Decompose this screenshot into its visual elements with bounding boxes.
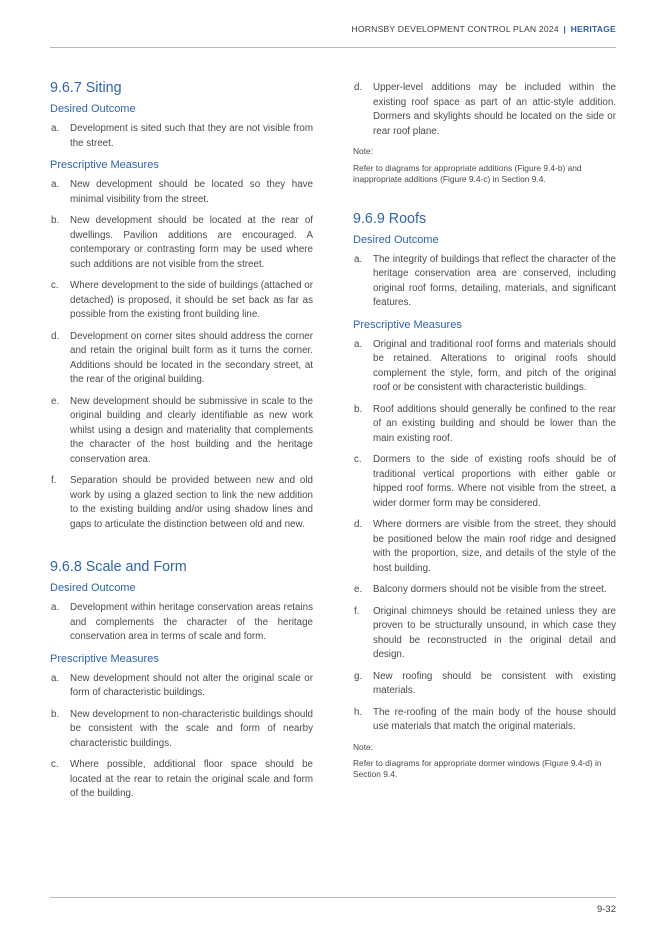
document-title: HORNSBY DEVELOPMENT CONTROL PLAN 2024 [351, 24, 559, 34]
item-label: d. [354, 82, 363, 93]
item-label: d. [354, 519, 363, 530]
item-text: The re-roofing of the main body of the house should use materials that match the original materials. [373, 706, 616, 732]
list-item [50, 395, 313, 468]
item-label: c. [51, 759, 59, 770]
item-text: New development should not alter the original scale or form of characteristic buildings. [70, 672, 313, 698]
item-text: Balcony dormers should not be visible from the street. [373, 584, 607, 595]
item-text: Development on corner sites should address the corner and retain the original built form as it turns the corner. Additions should be located in the secondary street, at the rear of the original building. [70, 330, 313, 385]
note-text: Refer to diagrams for appropriate additions (Figure 9.4-b) and inappropriate additions (Figure 9.4-c) in Section 9.4. [353, 162, 582, 184]
prescriptive-measures-heading: Prescriptive Measures [50, 652, 159, 665]
page-number: 9-32 [596, 904, 616, 915]
item-label: e. [354, 584, 363, 595]
item-text: New roofing should be consistent with existing materials. [373, 670, 616, 696]
item-label: g. [354, 670, 363, 682]
item-text: Development within heritage conservation areas retains and complements the character of the heritage conservation area in terms of scale and form. [70, 602, 313, 642]
desired-outcome-list [50, 601, 313, 645]
desired-outcome-list [353, 253, 616, 311]
list-item [353, 583, 616, 598]
chapter-name: HERITAGE [570, 24, 616, 34]
list-item [50, 758, 313, 802]
item-label: d. [51, 330, 60, 342]
item-label: a. [354, 253, 363, 265]
item-text: The integrity of buildings that reflect the character of the heritage conservation area are conserved, including original roof forms, detailing, materials, and significant features. [373, 253, 616, 308]
list-item [353, 403, 616, 447]
list-item [353, 453, 616, 511]
list-item [50, 178, 313, 207]
item-label: a. [51, 672, 60, 684]
header-divider [50, 47, 616, 48]
list-item [50, 708, 313, 752]
list-item [353, 81, 616, 139]
list-item [50, 330, 313, 388]
item-text: New development should be located so they have minimal visibility from the street. [70, 179, 313, 205]
item-text: Where possible, additional floor space should be located at the rear to retain the original scale and form of the building. [70, 759, 313, 799]
list-item [353, 253, 616, 311]
item-text: Original and traditional roof forms and materials should be retained. Alterations to original roofs should complement the style, form, and pitch of the original roof or be consistent with characteristic buildings. [373, 338, 616, 393]
list-item [50, 474, 313, 532]
section-title: 9.6.8 Scale and Form [50, 559, 187, 575]
section-scale-and-form [50, 559, 313, 802]
item-text: New development to non-characteristic buildings should be consistent with the scale and form of nearby characteristic buildings. [70, 708, 313, 749]
item-text: New development should be located at the rear of dwellings. Pavilion additions are encouraged. A contemporary or contrasting form may be used where such additions are not visible from the street. [70, 215, 313, 270]
footer-divider [50, 897, 616, 898]
prescriptive-measures-heading: Prescriptive Measures [50, 159, 159, 171]
item-label: a. [51, 602, 60, 613]
list-item [50, 122, 313, 151]
list-item [50, 601, 313, 645]
desired-outcome-heading: Desired Outcome [353, 233, 439, 246]
item-text: Development is sited such that they are not visible from the street. [70, 123, 313, 149]
prescriptive-measures-list [50, 178, 313, 532]
item-label: b. [354, 403, 363, 415]
list-item [353, 518, 616, 576]
item-label: b. [51, 708, 60, 720]
item-text: Roof additions should generally be confined to the rear of an existing building and should be lower than the main existing roof. [373, 403, 616, 444]
item-text: Separation should be provided between new and old work by using a glazed section to link the new addition to the existing building and/or using shadow lines and gaps to articulate the distinction between old and new. [70, 475, 313, 530]
note-text: Refer to diagrams for appropriate dormer windows (Figure 9.4-d) in Section 9.4. [353, 758, 602, 779]
list-item [353, 338, 616, 396]
desired-outcome-heading: Desired Outcome [50, 582, 136, 594]
list-item [50, 279, 313, 323]
left-column [50, 80, 313, 809]
item-label: f. [51, 475, 57, 486]
running-header [351, 24, 616, 34]
item-text: New development should be submissive in scale to the original building and clearly identifiable as new work whilst using a design and materiality that complements the character of the host building and the heritage conservation area. [70, 395, 313, 465]
section-scale-and-form-continued [353, 81, 616, 185]
item-label: b. [51, 215, 60, 226]
section-title: 9.6.7 Siting [50, 80, 122, 96]
prescriptive-measures-list [353, 81, 616, 139]
note-label: Note: [353, 741, 374, 752]
prescriptive-measures-list [353, 338, 616, 735]
item-text: Where development to the side of buildings (attached or detached) is proposed, it should be set back as far as possible from the existing front building line. [70, 280, 313, 320]
item-label: c. [354, 454, 362, 465]
item-text: Original chimneys should be retained unless they are proven to be structurally unsound, in which case they should be reconstructed in the original detail and design. [373, 605, 616, 660]
prescriptive-measures-heading: Prescriptive Measures [353, 318, 462, 331]
item-text: Dormers to the side of existing roofs should be of traditional vertical proportions with either gable or hipped roof forms. Where not visible from the street, a wider dormer form may be considered. [373, 454, 616, 509]
desired-outcome-heading: Desired Outcome [50, 103, 136, 115]
item-label: a. [51, 179, 60, 190]
list-item [50, 214, 313, 272]
section-roofs [353, 211, 616, 781]
item-label: h. [354, 706, 363, 718]
item-label: a. [354, 338, 363, 350]
list-item [353, 706, 616, 735]
item-label: c. [51, 280, 59, 291]
prescriptive-measures-list [50, 672, 313, 802]
item-label: f. [354, 605, 360, 617]
item-label: a. [51, 123, 60, 134]
right-column [353, 81, 616, 780]
section-spacer [50, 539, 313, 559]
note-label: Note: [353, 146, 374, 156]
section-siting [50, 80, 313, 532]
list-item [353, 670, 616, 699]
header-separator: | [563, 24, 567, 34]
section-title: 9.6.9 Roofs [353, 210, 427, 227]
list-item [50, 672, 313, 701]
item-label: e. [51, 395, 60, 407]
item-text: Where dormers are visible from the street, they should be positioned below the main roof ridge and designed with the proportion, size, and details of the style of the host building. [373, 519, 616, 574]
item-text: Upper-level additions may be included within the existing roof space as part of an attic-style addition. Dormers and skylights should be located on the side or rear roof plane. [373, 82, 616, 137]
section-spacer [353, 185, 616, 211]
desired-outcome-list [50, 122, 313, 151]
list-item [353, 605, 616, 663]
